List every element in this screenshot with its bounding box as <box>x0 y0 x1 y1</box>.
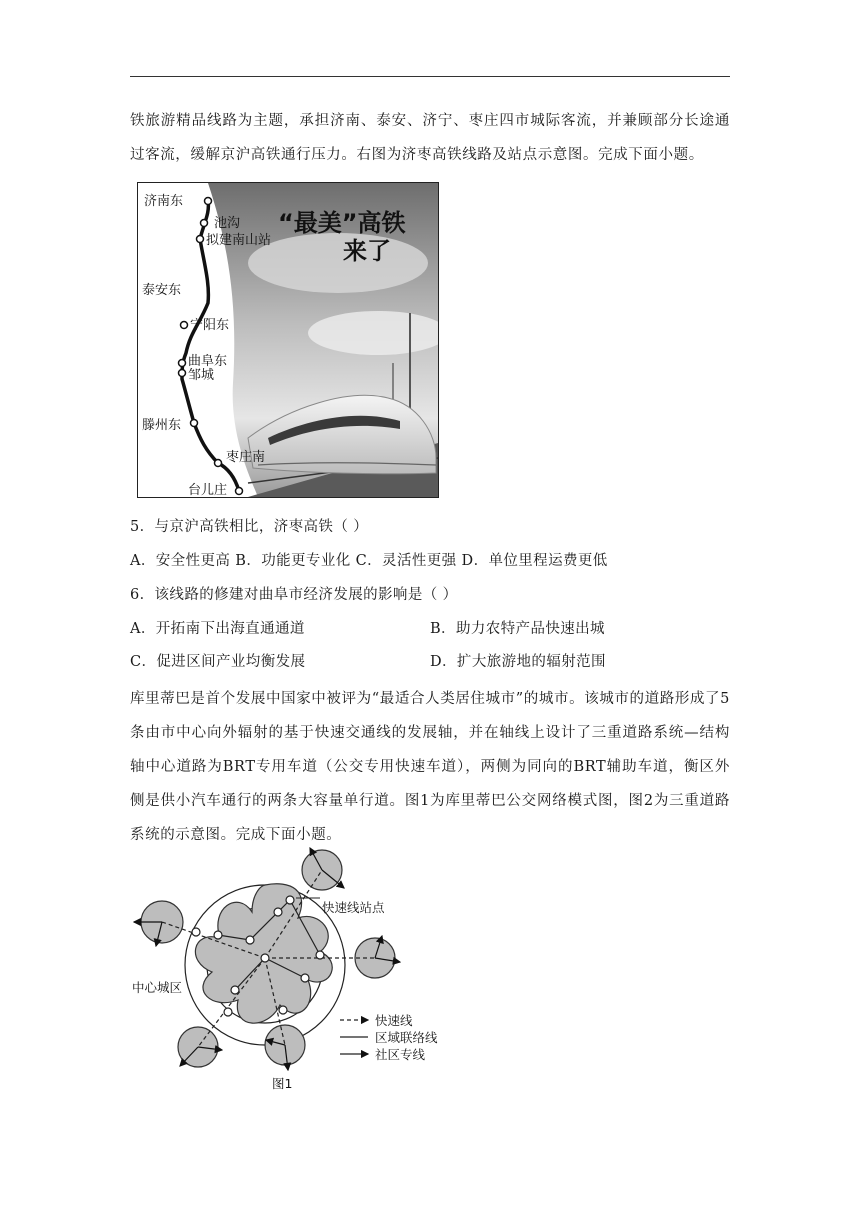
legend-regional-line: 区域联络线 <box>375 1030 438 1045</box>
figure1-caption: 图1 <box>272 1076 293 1091</box>
headline-line1: “最美”高铁 <box>278 209 406 237</box>
station-jinan-east: 济南东 <box>144 194 184 209</box>
q5-stem: 5．与京沪高铁相比，济枣高铁（ ） <box>130 519 369 535</box>
curitiba-paragraph: 库里蒂巴是首个发展中国家中被评为“最适合人类居住城市”的城市。该城市的道路形成了5条由市中心向外辐射的基于快速交通线的发展轴，并在轴线上设计了三重道路系统—结构轴中心道路为BRT专用车道（公交专用快速车道），两侧为同向的BRT辅助车道，衡区外侧是供小汽车通行的两条大容量单行道。图1为库里蒂巴公交网络模式图，图2为三重道路系统的示意图。完成下面小题。 <box>130 691 730 843</box>
q6-option-d: D．扩大旅游地的辐射范围 <box>430 654 606 670</box>
q6-option-c: C．促进区间产业均衡发展 <box>130 654 306 670</box>
station-zoucheng: 邹城 <box>188 368 215 383</box>
legend-community-line: 社区专线 <box>375 1047 426 1062</box>
station-taierzhuang: 台儿庄 <box>188 483 228 497</box>
station-ningyang-east: 宁阳东 <box>190 318 230 333</box>
header-rule <box>130 76 730 77</box>
legend-express-line: 快速线 <box>375 1013 413 1028</box>
q5-options: A．安全性更高 B．功能更专业化 C．灵活性更强 D．单位里程运费更低 <box>130 553 608 569</box>
figure1-legend <box>340 1013 438 1062</box>
intro-paragraph: 铁旅游精品线路为主题，承担济南、泰安、济宁、枣庄四市城际客流，并兼顾部分长途通过客流，缓解京沪高铁通行压力。右图为济枣高铁线路及站点示意图。完成下面小题。 <box>130 113 730 163</box>
headline-line2: 来了 <box>343 237 391 265</box>
jizao-railway-map-photo <box>137 182 439 498</box>
station-chigou: 池沟 <box>214 216 241 231</box>
station-tengzhou-east: 滕州东 <box>142 418 182 433</box>
station-qufu-east: 曲阜东 <box>188 354 228 369</box>
center-area-label: 中心城区 <box>132 980 183 995</box>
station-nanshan-planned: 拟建南山站 <box>206 233 272 248</box>
q6-option-b: B．助力农特产品快速出城 <box>430 621 605 637</box>
express-station-label: 快速线站点 <box>322 900 385 915</box>
figure1-bus-network <box>120 840 450 1100</box>
station-taian-east: 泰安东 <box>142 283 182 298</box>
q6-option-a: A．开拓南下出海直通通道 <box>130 621 305 637</box>
station-zaozhuang-south: 枣庄南 <box>226 450 266 465</box>
q6-stem: 6．该线路的修建对曲阜市经济发展的影响是（ ） <box>130 587 458 603</box>
